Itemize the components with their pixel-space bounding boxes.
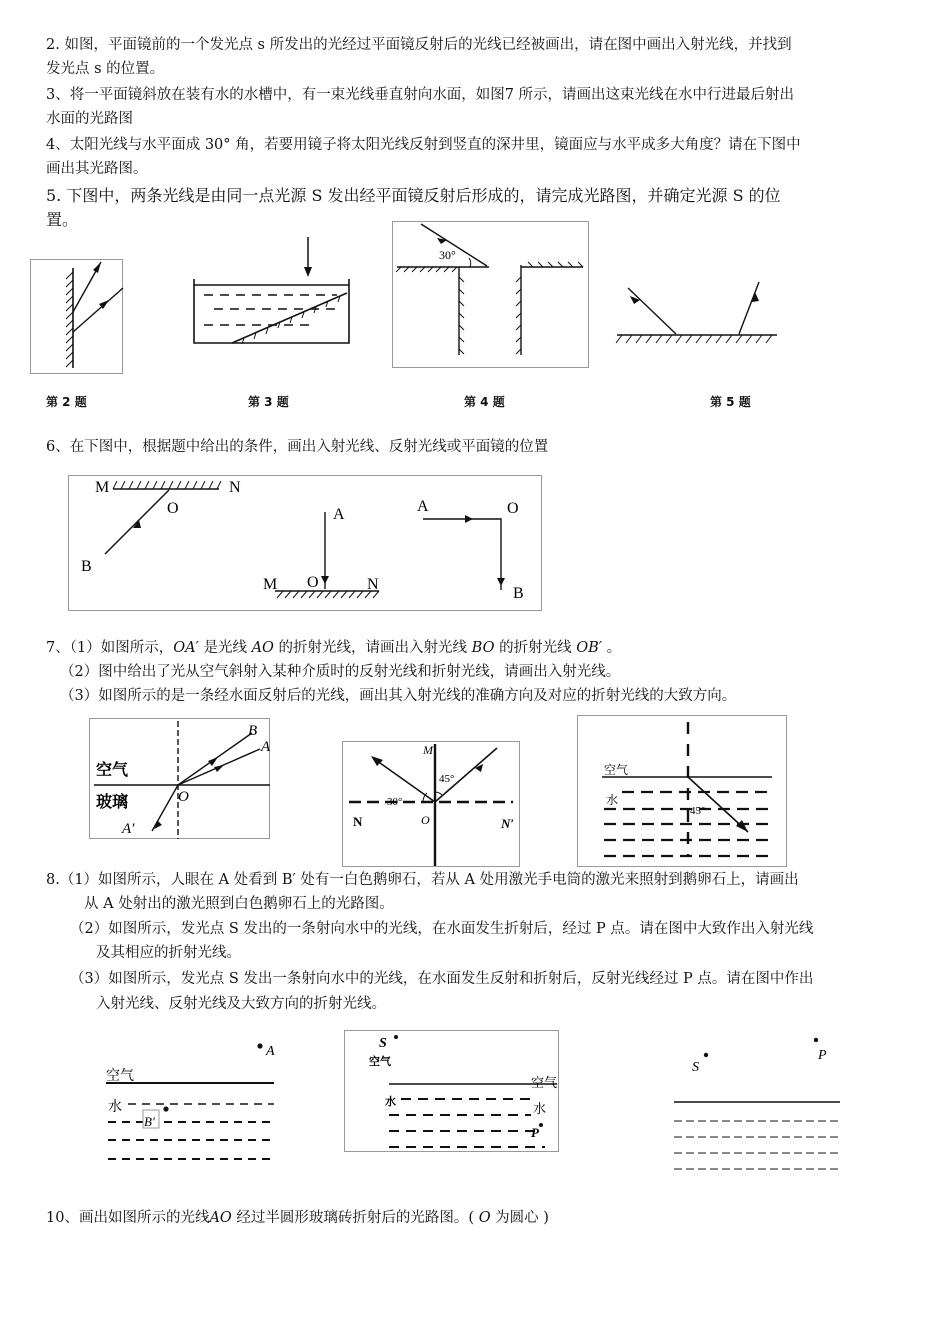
q7-text-line2: （2）图中给出了光从空气斜射入某种介质时的反射光线和折射光线，请画出入射光线。 [60, 664, 621, 680]
q7-text-line1 [46, 637, 621, 660]
fig8b-label-S: S [379, 1036, 387, 1051]
q8-text-line6: 入射光线、反射光线及大致方向的折射光线。 [96, 996, 386, 1012]
q10-text [46, 1207, 549, 1230]
q7-line1-mid2: 的折射光线，请画出入射光线 [273, 640, 472, 656]
fig6-label-A2: A [333, 506, 345, 523]
q3-text-line1: 3、将一平面镜斜放在装有水的水槽中，有一束光线垂直射向水面，如图7 所示，请画出这束光线在水中行进最后射出 [46, 87, 795, 103]
fig6-label-N1: N [229, 479, 241, 496]
fig7a-label-Ap: A′ [122, 821, 135, 837]
fig-q7-c [577, 715, 787, 867]
fig7c-label-water: 水 [606, 793, 619, 807]
fig-q7-b [342, 741, 520, 867]
fig8c-label-S: S [692, 1060, 699, 1075]
q4-text-line2: 画出其光路图。 [46, 161, 148, 177]
fig-q5 [612, 276, 782, 348]
q7-line1-mid3: 的折射光线 [494, 640, 577, 656]
fig6-label-M1: M [95, 479, 110, 496]
q8-text-line5: （3）如图所示，发光点 S 发出一条射向水中的光线，在水面发生反射和折射后，反射光线经过 P 点。请在图中作出 [70, 971, 814, 987]
q8-text-line4: 及其相应的折射光线。 [96, 945, 241, 961]
fig7b-label-O: O [421, 813, 430, 827]
q7-line1-OB: OB′ [576, 640, 603, 656]
fig7c-label-air: 空气 [604, 763, 629, 777]
q10-AO: AO [209, 1210, 232, 1226]
q10-pre: 10、画出如图所示的光线 [46, 1210, 210, 1226]
fig7a-label-O: O [178, 789, 189, 805]
fig8a-label-Bp: B′ [144, 1114, 155, 1129]
caption-q4: 第 4 题 [464, 395, 505, 409]
q10-O: O [478, 1210, 491, 1226]
fig8b-label-air1: 空气 [369, 1056, 391, 1068]
caption-q3: 第 3 题 [248, 395, 289, 409]
fig8a-label-water: 水 [108, 1100, 122, 1115]
caption-q2: 第 2 题 [46, 395, 87, 409]
fig-q6 [68, 475, 542, 611]
fig7b-label-a30: 30° [387, 796, 403, 808]
q4-text-line1: 4、太阳光线与水平面成 30° 角，若要用镜子将太阳光线反射到竖直的深井里，镜面应与水平成多大角度？请在下图中 [46, 137, 801, 153]
q7-line1-pre: 7、（1）如图所示， [46, 640, 174, 656]
q5-text-line1: 5. 下图中，两条光线是由同一点光源 S 发出经平面镜反射后形成的，请完成光路图，并确定光源 S 的位 [46, 186, 781, 205]
q2-text-line1: 2. 如图，平面镜前的一个发光点 s 所发出的光经过平面镜反射后的光线已经被画出，请在图中画出入射光线，并找到 [46, 37, 792, 53]
fig-q4 [392, 221, 589, 368]
q7-line1-OA: OA′ [173, 640, 199, 656]
q5-text-line2: 置。 [46, 210, 79, 229]
fig-q7-a [89, 718, 270, 839]
fig7a-label-air: 空气 [96, 762, 129, 779]
fig7a-label-B: B [248, 723, 258, 739]
fig8a-label-A: A [266, 1044, 275, 1059]
fig7b-label-M: M [423, 743, 433, 757]
q6-text: 6、在下图中，根据题中给出的条件，画出入射光线、反射光线或平面镜的位置 [46, 439, 549, 455]
fig7a-label-A: A [261, 739, 271, 755]
fig8a-label-air: 空气 [106, 1069, 134, 1084]
q7-line1-end: 。 [602, 640, 622, 656]
fig6-label-O1: O [167, 500, 179, 517]
fig4-angle-label: 30° [439, 248, 456, 262]
fig7c-label-a45: 45° [690, 805, 706, 817]
fig-q8-b [344, 1030, 559, 1152]
q7-line1-mid1: 是光线 [198, 640, 252, 656]
fig6-label-A3: A [417, 498, 429, 515]
fig8b-label-water1: 水 [385, 1096, 396, 1108]
fig6-label-B1: B [81, 558, 92, 575]
fig7a-label-glass: 玻璃 [96, 794, 129, 811]
fig8b-label-P: P [531, 1125, 539, 1140]
fig6-label-O2: O [307, 574, 319, 591]
q10-mid: 经过半圆形玻璃砖折射后的光路图。( [231, 1210, 479, 1226]
q7-text-line3: （3）如图所示的是一条经水面反射后的光线，画出其入射光线的准确方向及对应的折射光线的大致方向。 [60, 688, 737, 704]
q8-text-line3: （2）如图所示，发光点 S 发出的一条射向水中的光线，在水面发生折射后，经过 P 点。请在图中大致作出入射光线 [70, 921, 814, 937]
q3-text-line2: 水面的光路图 [46, 111, 133, 127]
q2-text-line2: 发光点 s 的位置。 [46, 61, 165, 77]
fig-q8-c [670, 1036, 850, 1176]
fig8b-label-water2: 水 [533, 1101, 547, 1116]
fig6-label-N2: N [367, 576, 379, 593]
fig6-label-O3: O [507, 500, 519, 517]
fig7b-label-N: N [353, 814, 363, 829]
q7-line1-AO: AO [251, 640, 274, 656]
caption-q5: 第 5 题 [710, 395, 751, 409]
fig-q2 [30, 259, 123, 374]
fig-q3 [192, 235, 352, 345]
q10-end: 为圆心 ) [490, 1210, 549, 1226]
fig-q8-a [104, 1036, 284, 1166]
q8-text-line2: 从 A 处射出的激光照到白色鹅卵石上的光路图。 [84, 896, 394, 912]
fig7b-label-Np: N′ [501, 816, 515, 831]
fig7b-label-a45: 45° [439, 773, 455, 785]
fig8c-label-P: P [818, 1048, 827, 1063]
fig8b-label-air2: 空气 [531, 1075, 558, 1090]
q8-text-line1: 8.（1）如图所示，人眼在 A 处看到 B′ 处有一白色鹅卵石，若从 A 处用激光手电筒的激光来照射到鹅卵石上，请画出 [46, 872, 799, 888]
q7-line1-BO: BO [471, 640, 495, 656]
fig6-label-B3: B [513, 585, 524, 602]
fig6-label-M2: M [263, 576, 278, 593]
